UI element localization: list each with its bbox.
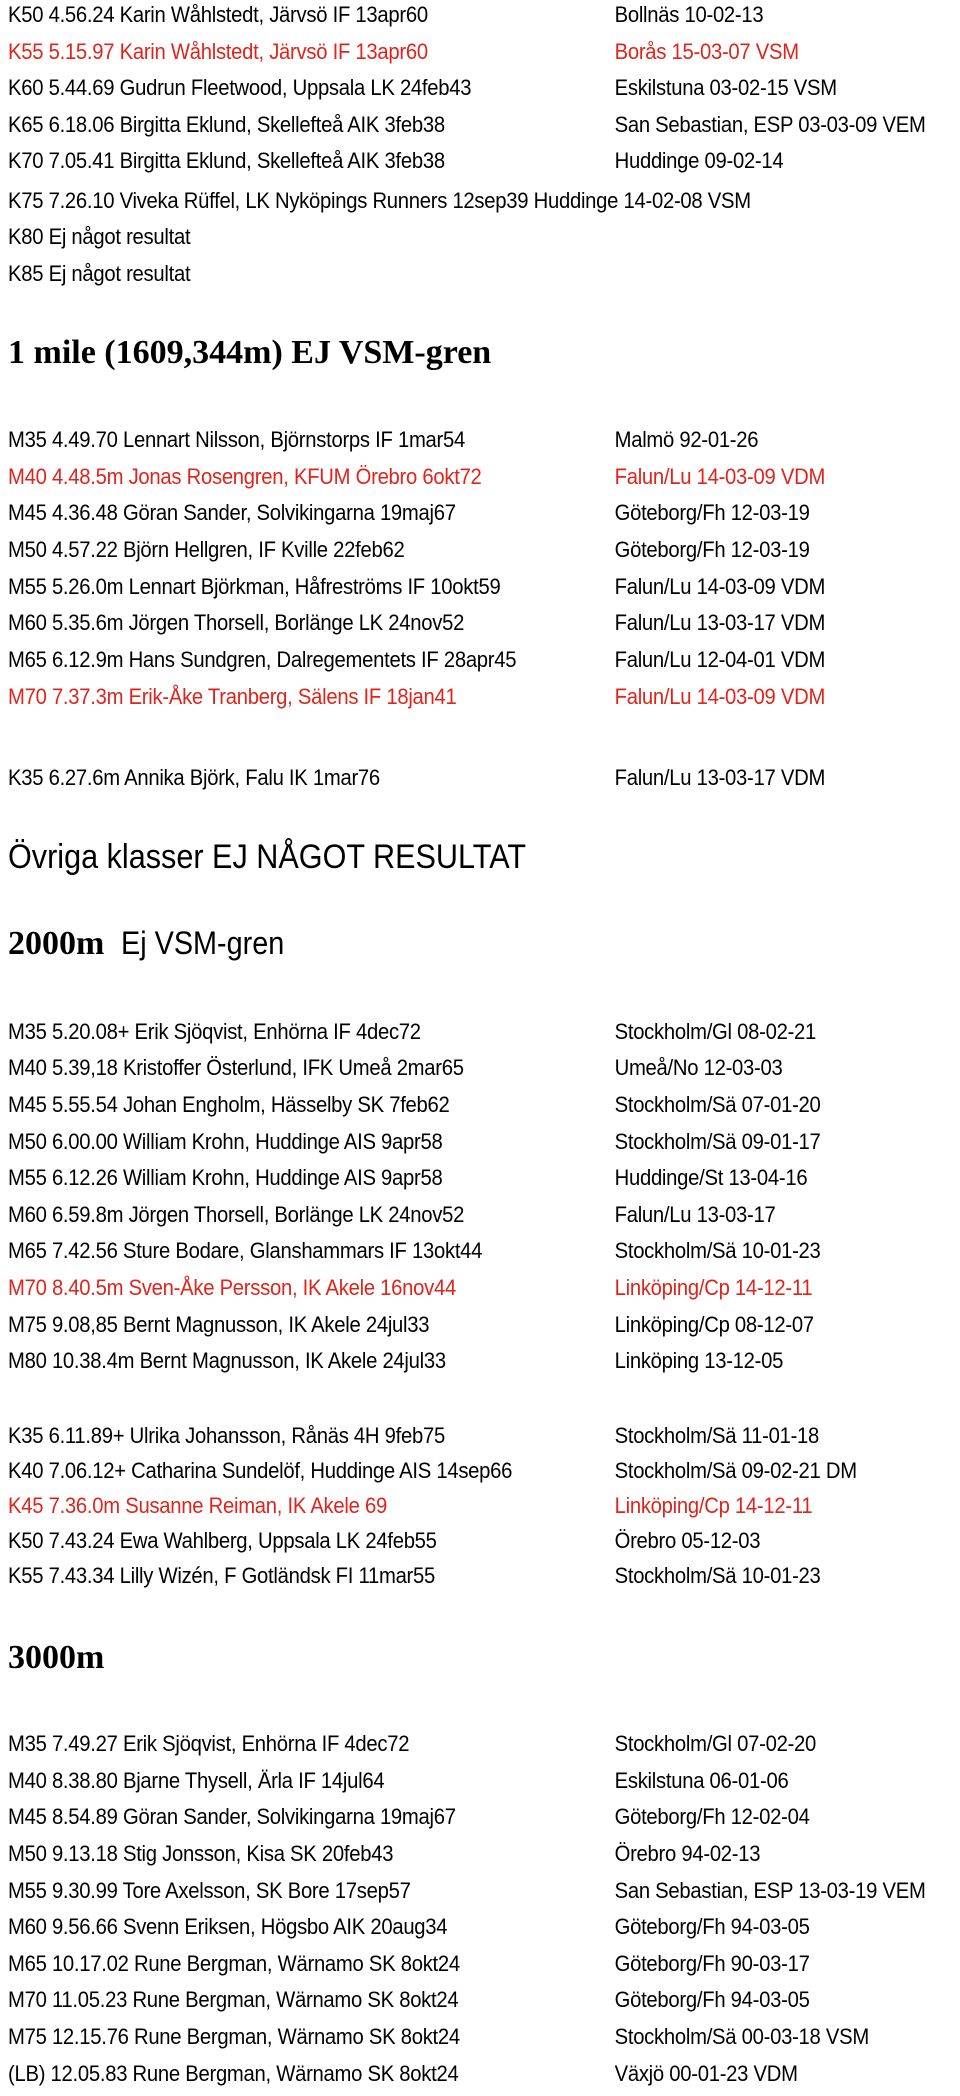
result-left: M60 6.59.8m Jörgen Thorsell, Borlänge LK 24nov52	[8, 1202, 465, 1227]
result-left: M70 7.37.3m Erik-Åke Tranberg, Sälens IF 18jan41	[8, 684, 457, 709]
heading-2000m-note: Ej VSM-gren	[121, 925, 285, 961]
result-left: M40 4.48.5m Jonas Rosengren, KFUM Örebro 6okt72	[8, 464, 482, 489]
result-left: K50 7.43.24 Ewa Wahlberg, Uppsala LK 24feb55	[8, 1528, 437, 1553]
result-left: M55 6.12.26 William Krohn, Huddinge AIS 9apr58	[8, 1165, 443, 1190]
result-right: San Sebastian, ESP 13-03-19 VEM	[614, 1878, 926, 1903]
result-left: M65 6.12.9m Hans Sundgren, Dalregementets IF 28apr45	[8, 647, 517, 672]
result-left: M65 10.17.02 Rune Bergman, Wärnamo SK 8okt24	[8, 1951, 460, 1976]
result-right: Stockholm/Sä 11-01-18	[614, 1423, 820, 1448]
result-left: M80 10.38.4m Bernt Magnusson, IK Akele 24jul33	[8, 1348, 446, 1373]
result-left: K35 6.27.6m Annika Björk, Falu IK 1mar76	[8, 765, 380, 790]
result-left: M50 6.00.00 William Krohn, Huddinge AIS 9apr58	[8, 1129, 443, 1154]
result-right: Stockholm/Gl 08-02-21	[614, 1019, 817, 1044]
result-right: Malmö 92-01-26	[614, 427, 759, 452]
result-left: K55 5.15.97 Karin Wåhlstedt, Järvsö IF 13apr60	[8, 39, 428, 64]
result-left: M35 7.49.27 Erik Sjöqvist, Enhörna IF 4dec72	[8, 1731, 410, 1756]
result-right: Falun/Lu 12-04-01 VDM	[614, 647, 826, 672]
result-right: Göteborg/Fh 90-03-17	[614, 1951, 810, 1976]
result-right: Växjö 00-01-23 VDM	[614, 2061, 798, 2086]
result-left: K35 6.11.89+ Ulrika Johansson, Rånäs 4H 9feb75	[8, 1423, 445, 1448]
result-left: M40 8.38.80 Bjarne Thysell, Ärla IF 14jul64	[8, 1768, 385, 1793]
result-left: M65 7.42.56 Sture Bodare, Glanshammars IF 13okt44	[8, 1238, 483, 1263]
section-heading-2000m	[8, 921, 303, 966]
result-left: K80 Ej något resultat	[8, 224, 191, 249]
result-left: K45 7.36.0m Susanne Reiman, IK Akele 69	[8, 1493, 387, 1518]
result-left: M55 9.30.99 Tore Axelsson, SK Bore 17sep57	[8, 1878, 411, 1903]
result-right: Eskilstuna 03-02-15 VSM	[614, 75, 837, 100]
result-right: Göteborg/Fh 12-03-19	[614, 500, 810, 525]
result-right: Örebro 94-02-13	[614, 1841, 761, 1866]
result-right: Stockholm/Sä 00-03-18 VSM	[614, 2024, 869, 2049]
result-right: Linköping/Cp 14-12-11	[614, 1275, 813, 1300]
section-heading-3000m: 3000m	[8, 1639, 105, 1676]
result-right: Stockholm/Sä 10-01-23	[614, 1563, 821, 1588]
result-right: Göteborg/Fh 94-03-05	[614, 1987, 810, 2012]
result-right: Eskilstuna 06-01-06	[614, 1768, 789, 1793]
result-right: Göteborg/Fh 12-03-19	[614, 537, 810, 562]
result-left: K60 5.44.69 Gudrun Fleetwood, Uppsala LK 24feb43	[8, 75, 472, 100]
result-left: K65 6.18.06 Birgitta Eklund, Skellefteå AIK 3feb38	[8, 112, 445, 137]
result-right: Stockholm/Gl 07-02-20	[614, 1731, 817, 1756]
result-right: Borås 15-03-07 VSM	[614, 39, 799, 64]
result-left: K70 7.05.41 Birgitta Eklund, Skellefteå AIK 3feb38	[8, 148, 445, 173]
result-right: Stockholm/Sä 07-01-20	[614, 1092, 821, 1117]
section-heading-mile: 1 mile (1609,344m) EJ VSM-gren	[8, 334, 492, 371]
result-right: Stockholm/Sä 10-01-23	[614, 1238, 821, 1263]
result-left: M40 5.39,18 Kristoffer Österlund, IFK Umeå 2mar65	[8, 1055, 464, 1080]
result-right: Göteborg/Fh 94-03-05	[614, 1914, 810, 1939]
result-left: M70 11.05.23 Rune Bergman, Wärnamo SK 8okt24	[8, 1987, 459, 2012]
result-right: Huddinge/St 13-04-16	[614, 1165, 808, 1190]
result-left: M45 5.55.54 Johan Engholm, Hässelby SK 7feb62	[8, 1092, 450, 1117]
result-left: M70 8.40.5m Sven-Åke Persson, IK Akele 16nov44	[8, 1275, 456, 1300]
result-right: Falun/Lu 14-03-09 VDM	[614, 574, 826, 599]
result-left: K55 7.43.34 Lilly Wizén, F Gotländsk FI 11mar55	[8, 1563, 436, 1588]
result-left: M45 4.36.48 Göran Sander, Solvikingarna 19maj67	[8, 500, 456, 525]
result-right: San Sebastian, ESP 03-03-09 VEM	[614, 112, 926, 137]
result-right: Umeå/No 12-03-03	[614, 1055, 783, 1080]
result-left: M50 4.57.22 Björn Hellgren, IF Kville 22feb62	[8, 537, 405, 562]
result-right: Falun/Lu 14-03-09 VDM	[614, 464, 826, 489]
result-right: Falun/Lu 13-03-17 VDM	[614, 765, 826, 790]
result-left: K75 7.26.10 Viveka Rüffel, LK Nyköpings Runners 12sep39 Huddinge 14-02-08 VSM	[8, 188, 751, 213]
result-left: K85 Ej något resultat	[8, 261, 191, 286]
result-right: Falun/Lu 14-03-09 VDM	[614, 684, 826, 709]
section-heading-ovriga: Övriga klasser EJ NÅGOT RESULTAT	[8, 838, 527, 876]
result-left: K50 4.56.24 Karin Wåhlstedt, Järvsö IF 13apr60	[8, 2, 428, 27]
result-left: M75 9.08,85 Bernt Magnusson, IK Akele 24jul33	[8, 1312, 430, 1337]
result-right: Göteborg/Fh 12-02-04	[614, 1804, 810, 1829]
result-right: Falun/Lu 13-03-17	[614, 1202, 776, 1227]
result-left: M50 9.13.18 Stig Jonsson, Kisa SK 20feb43	[8, 1841, 394, 1866]
result-right: Bollnäs 10-02-13	[614, 2, 764, 27]
result-right: Linköping 13-12-05	[614, 1348, 784, 1373]
result-right: Örebro 05-12-03	[614, 1528, 761, 1553]
result-right: Stockholm/Sä 09-02-21 DM	[614, 1458, 857, 1483]
result-left: K40 7.06.12+ Catharina Sundelöf, Huddinge AIS 14sep66	[8, 1458, 513, 1483]
result-right: Stockholm/Sä 09-01-17	[614, 1129, 821, 1154]
result-left: M55 5.26.0m Lennart Björkman, Håfreströms IF 10okt59	[8, 574, 501, 599]
result-left: (LB) 12.05.83 Rune Bergman, Wärnamo SK 8okt24	[8, 2061, 459, 2086]
result-left: M75 12.15.76 Rune Bergman, Wärnamo SK 8okt24	[8, 2024, 460, 2049]
result-left: M60 5.35.6m Jörgen Thorsell, Borlänge LK 24nov52	[8, 610, 465, 635]
result-right: Huddinge 09-02-14	[614, 148, 784, 173]
result-left: M45 8.54.89 Göran Sander, Solvikingarna 19maj67	[8, 1804, 456, 1829]
result-left: M35 4.49.70 Lennart Nilsson, Björnstorps IF 1mar54	[8, 427, 465, 452]
result-right: Linköping/Cp 08-12-07	[614, 1312, 814, 1337]
heading-2000m-distance: 2000m	[8, 925, 105, 962]
result-left: M60 9.56.66 Svenn Eriksen, Högsbo AIK 20aug34	[8, 1914, 448, 1939]
result-left: M35 5.20.08+ Erik Sjöqvist, Enhörna IF 4dec72	[8, 1019, 421, 1044]
result-right: Falun/Lu 13-03-17 VDM	[614, 610, 826, 635]
result-right: Linköping/Cp 14-12-11	[614, 1493, 813, 1518]
